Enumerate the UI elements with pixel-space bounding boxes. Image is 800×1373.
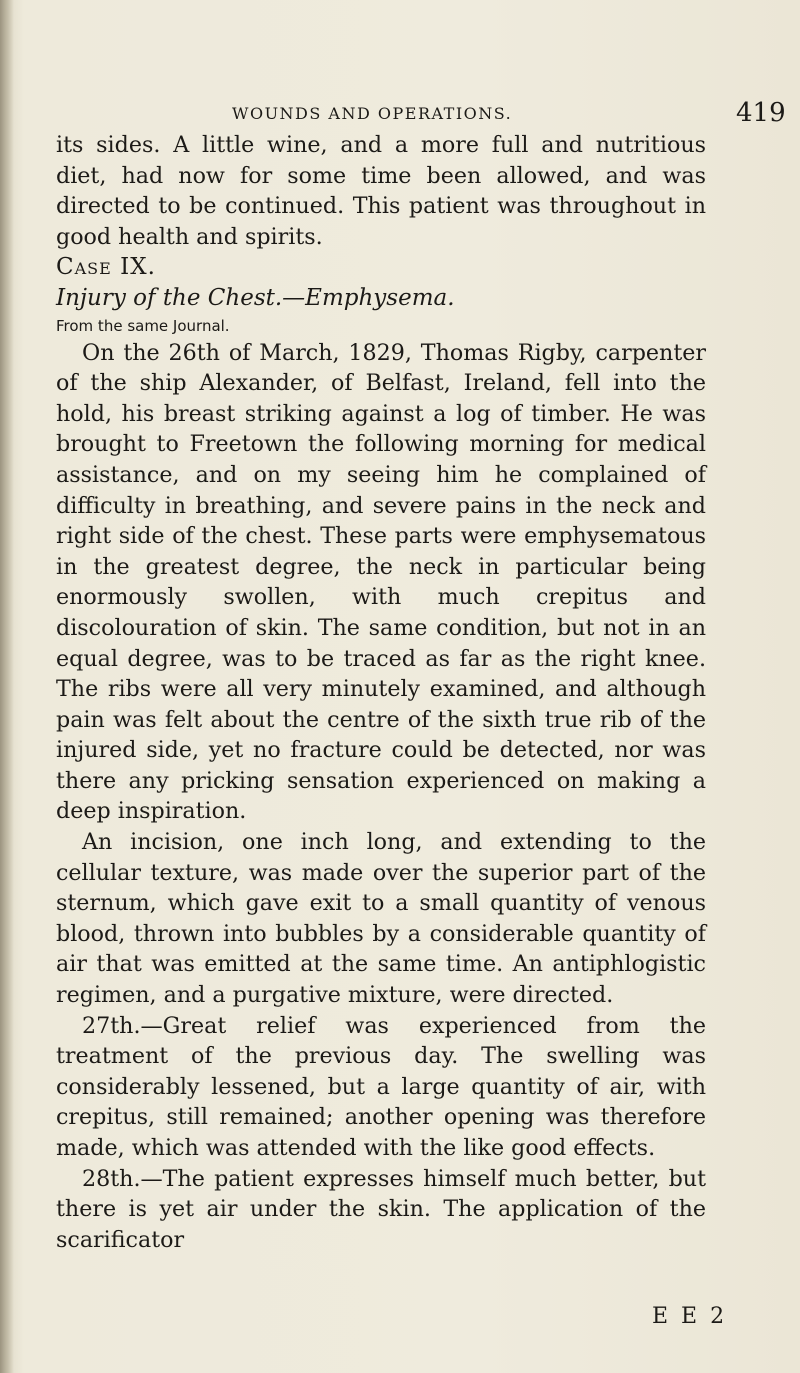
signature-mark: E E 2 xyxy=(652,1304,728,1329)
running-head: WOUNDS AND OPERATIONS. xyxy=(232,104,513,123)
page-header xyxy=(0,94,800,128)
paragraph: 27th.—Great relief was experienced from the treatment of the previous day. The swelling was considerably lessened, but a large quantity of air, with crepitus, still remained; another opening was therefore made, which was attended with the like good effects. xyxy=(56,1012,706,1161)
paragraph: An incision, one inch long, and extending to the cellular texture, was made over the superior part of the sternum, which gave exit to a small quantity of venous blood, thrown into bubbles by a considerable quantity of air that was emitted at the same time. An antiphlogistic regimen, and a purgative mixture, were directed. xyxy=(56,829,706,1009)
page-gutter-shadow xyxy=(0,0,14,1373)
paragraph: On the 26th of March, 1829, Thomas Rigby, carpenter of the ship Alexander, of Belfast, Ireland, fell into the hold, his breast striking against a log of timber. He was brought to Freetown the following morning for medical assistance, and on my seeing him he complained of difficulty in breathing, and severe pains in the neck and right side of the chest. These parts were emphysematous in the greatest degree, the neck in particular being enormously swollen, with much crepitus and discolouration of skin. The same condition, but not in an equal degree, was to be traced as far as the right knee. The ribs were all very minutely examined, and although pain was felt about the centre of the sixth true rib of the injured side, yet no fracture could be detected, nor was there any pricking sensation experienced on making a deep inspiration. xyxy=(56,339,706,825)
case-subtitle: Injury of the Chest.—Emphysema. xyxy=(56,284,455,311)
source-note: From the same Journal. xyxy=(56,316,230,335)
page-body xyxy=(56,130,706,1255)
page-number: 419 xyxy=(736,98,786,128)
paragraph: 28th.—The patient expresses himself much better, but there is yet air under the skin. The application of the scarificator xyxy=(56,1165,706,1253)
continuation-paragraph: its sides. A little wine, and a more full and nutritious diet, had now for some time been allowed, and was directed to be continued. This patient was throughout in good health and spirits. xyxy=(56,132,706,250)
case-heading: Case IX. xyxy=(56,254,156,281)
